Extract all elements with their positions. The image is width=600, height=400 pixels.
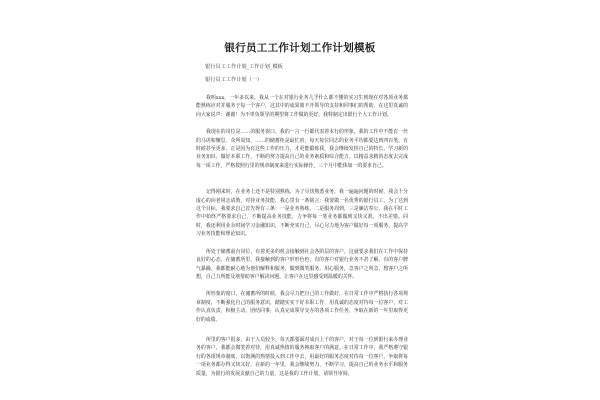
section-heading: 银行员工工作计划（一）	[205, 77, 263, 83]
body-paragraph: 所处于储蓄前台岗位，有着更多的机会接触到社会各阶层的客户，这就要求我们在工作中保持良好的心态，在储蓄所里，我接触到的客户形形色色，有的客户对银行业务不甚了解，有的客户脾气暴躁，我都能耐心地为他们解释和服务，做到微笑服务，用心服务，急客户之所急，想客户之所想，自己力所能及地帮助客户解决问题，让客户在这里感受到温暖的关怀。	[196, 248, 408, 280]
body-paragraph: 我现在的岗位是……的服务窗口，我的一言一行都代表着本行的形象，我的工作中不能有一丝的马虎和懈怠，众所周知，……的储蓄柜是最忙的，每天每位同志的业务平均都要达到四百笔，有时候甚至更多，正是因为有这些工作的压力，才更能锻炼我，我会继续发挥自己的特长，学习新的业务知识，做好本职工作，不断的努力提高自己的业务素质和综合能力。以精益求精的态度去完成每一项工作，严格按照行里的规章制度来进行实际操作。三个月中能体如一的要求自己。	[196, 129, 408, 169]
body-paragraph: 我叫xxx，一年多以来，我从一个在对银行业务几乎什么都不懂的实习生到现在对各项业务都能熟练应对并服务于每一个客户，这其中的成果离不开领导的支持和同事们的帮助，在这里真诚的向大家说声：谢谢！为不辜负领导的期望将工作做的更好，我特制定出银行个人工作计划。	[196, 95, 408, 118]
document-subtitle: 银行员工工作计划_工作计划_模板	[205, 64, 283, 70]
body-paragraph: 所形象的窗口，在储蓄所的时候，我会尽力把自己的工作做好，在日常工作中严格执行各项规章制度，不断强化自己的服务意识，踏踏实实干好本职工作，用真诚的态度对待每一位客户，对工作认真负责，积极主动，团结同事，认真完成领导交办的各项工作任务，争取在新的一年里取得更好的成绩。	[196, 291, 408, 323]
body-paragraph: 所里的客户很多，由于人员较少，每天都要面对成百上千的客户，对于每一位到银行来办理业务的客户，我都会微笑着对待，用真诚热情的服务换取客户的满意。在日常工作中，我严格遵守银行的各项规章制度，以饱满的热情投入到工作中去，用最好的服务态度对待每一位客户，争取将每一项业务都办得又快又好，在新的一年里，我会继续努力，不断学习，提高自己的业务水平和服务质量，为银行的发展贡献自己的力量，这是我的工作计划，请领导审阅。	[196, 336, 408, 377]
document-title: 银行员工工作计划工作计划模板	[224, 42, 376, 54]
document-body	[196, 94, 408, 385]
body-paragraph: 记得刚来时，在业务上还不是特别熟练，为了尽快熟悉业务，我一遍遍问题的时候，我会十分虚心的向老同志请教，对待业务技能，我心里有一条铭言：我要做一名优秀的银行员工，为了达到这个目标，我要求自己首先得有三条：一是业务熟练，二是服务周到，三是廉洁奉公，我在平时工作中始终严格要求自己，不断提高业务技能，力争将每一笔业务都做到又快又准，不出差错。同时，我还利用业余时间学习金融知识，不断充实自己，尽心尽力地为客户做好每一项服务，提高学习业务技能和理论知识。	[196, 189, 408, 238]
